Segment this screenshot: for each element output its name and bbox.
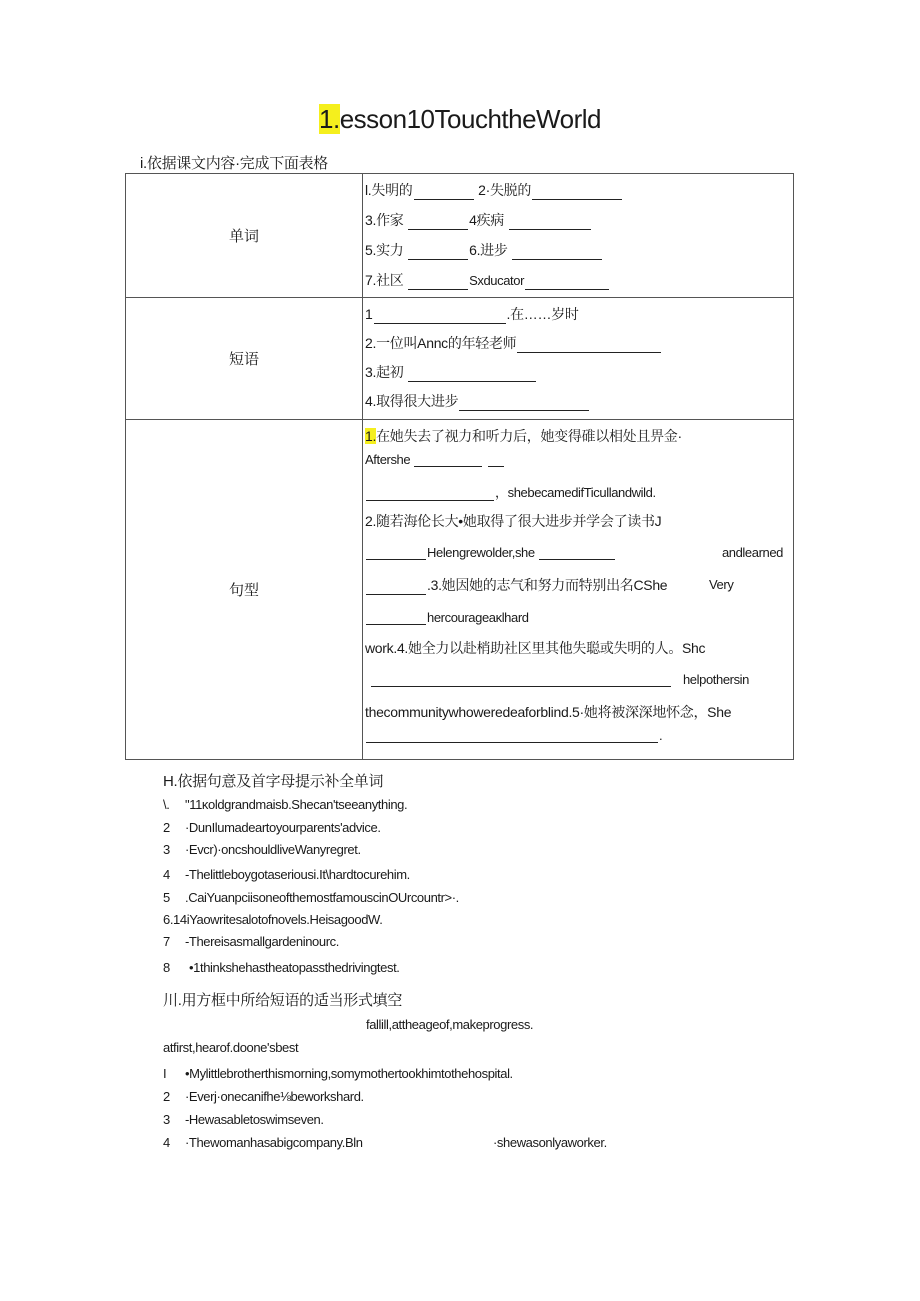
table-row-words [126, 174, 794, 298]
blank[interactable] [366, 545, 426, 560]
sentence-2-en-a: Helengrewolder,she [427, 545, 535, 560]
blank[interactable] [408, 275, 468, 290]
list-item: 4 -Thelittleboygotaseriousi.It\hardtocurehim. [163, 867, 410, 882]
review-table [125, 173, 794, 760]
blank[interactable] [525, 275, 609, 290]
sentence-3-cn: .3.她因她的志气和努力而特别出名CShe [427, 577, 668, 593]
blank[interactable] [539, 545, 615, 560]
section1-heading: i.依据课文内容·完成下面表格 [140, 155, 328, 172]
list-item: 7 -Thereisasmallgardeninourc. [163, 934, 339, 949]
list-item: 8 •1thinkshehastheatopassthedrivingtest. [163, 960, 400, 975]
list-item: 3 -Hewasabletoswimseven. [163, 1112, 324, 1127]
blank[interactable] [414, 452, 482, 467]
sentence-1-en-b: ，shebecamedifTicullandwild. [495, 485, 656, 500]
phrase-3: 3.起初 [365, 364, 404, 380]
sentence-5-cn: thecommunitywhoweredeaforblind.5·她将被深深地怀念，She [365, 704, 732, 720]
list-item: 2 ·DunIlumadeartoyourparents'advice. [163, 820, 381, 835]
blank[interactable] [459, 396, 589, 411]
blank[interactable] [414, 185, 474, 200]
row-label-phrases: 短语 [126, 298, 363, 420]
phrase-box-line-2: atfirst,hearof.doone'sbest [163, 1040, 299, 1055]
table-row-sentences [126, 420, 794, 760]
title-text: esson10TouchtheWorld [339, 104, 601, 134]
blank[interactable] [509, 215, 591, 230]
word-5: 5.实力 [365, 242, 404, 258]
list-item: 6.14iYaowritesalotofnovels.HeisagoodW. [163, 912, 383, 927]
word-6: 6.进步 [469, 242, 508, 258]
list-item: 4 ·Thewomanhasabigcompany.Bln [163, 1135, 363, 1150]
blank[interactable] [366, 728, 658, 743]
word-2: 2·失脱的 [478, 182, 532, 198]
blank[interactable] [488, 452, 504, 467]
sentence-3-en: hercourageaκlhard [427, 610, 529, 625]
sentence-5-end: . [659, 728, 663, 743]
word-4: 4疾病 [469, 212, 504, 228]
list-item: I •Mylittlebrotherthismorning,somymothertookhimtothehospital. [163, 1066, 513, 1081]
sentence-4-en: helpothersin [682, 672, 749, 687]
list-item: 2 ·Everj·onecanifhe⅛beworkshard. [163, 1089, 364, 1104]
phrase-2: 2.一位叫Annc的年轻老师 [365, 335, 517, 351]
word-3: 3.作家 [365, 212, 404, 228]
list-item: 3 ·Evcr)·oncshouldliveWanyregret. [163, 842, 361, 857]
table-row-phrases [126, 298, 794, 420]
phrase-box-line-1: fallill,attheageof,makeprogress. [366, 1017, 534, 1032]
sentence-1-en-a: Aftershe [365, 452, 411, 467]
blank[interactable] [408, 245, 468, 260]
sentence-2-cn: 2.随若海伦长大•她取得了很大进步并学会了读书J [365, 513, 662, 529]
sentence-3-very: Very [709, 577, 734, 592]
sentence-4-cn: work.4.她全力以赴梢助社区里其他失聪或失明的人。Shc [365, 640, 706, 656]
list-item: \. "11κoldgrandmaisb.Shecan'tseeanything. [163, 797, 408, 812]
blank[interactable] [366, 486, 494, 501]
sentence-1-cn: 在她失去了视力和听力后，她变得碓以相处且畀金· [376, 428, 682, 444]
blank[interactable] [512, 245, 602, 260]
blank[interactable] [408, 367, 536, 382]
sentence-2-en-b: andlearned [721, 545, 783, 560]
phrase-4: 4.取得很大进步 [365, 393, 459, 409]
blank[interactable] [408, 215, 468, 230]
title-number: 1. [319, 104, 340, 134]
section3-heading: 川.用方框中所给短语的适当形式填空 [163, 992, 403, 1009]
blank[interactable] [366, 580, 426, 595]
phrase-1-num: 1 [365, 306, 373, 322]
blank[interactable] [374, 309, 506, 324]
row-label-sentences: 句型 [126, 420, 363, 760]
word-8: Sxducator [469, 273, 525, 288]
blank[interactable] [532, 185, 622, 200]
blank[interactable] [517, 338, 661, 353]
page-title [0, 104, 920, 135]
word-7: 7.社区 [365, 272, 404, 288]
blank[interactable] [366, 610, 426, 625]
section2-heading: H.依据句意及首字母提示补全单词 [163, 773, 384, 790]
row-label-words: 单词 [126, 174, 363, 298]
blank[interactable] [371, 672, 671, 687]
list-item: 5 .CaiYuanpciisoneofthemostfamouscinOUrcountr>·. [163, 890, 459, 905]
list-item-tail: ·shewasonlyaworker. [493, 1135, 607, 1150]
word-1: l.失明的 [365, 182, 413, 198]
sentence-1-number: 1. [365, 428, 377, 444]
phrase-1: .在……岁时 [506, 306, 579, 322]
